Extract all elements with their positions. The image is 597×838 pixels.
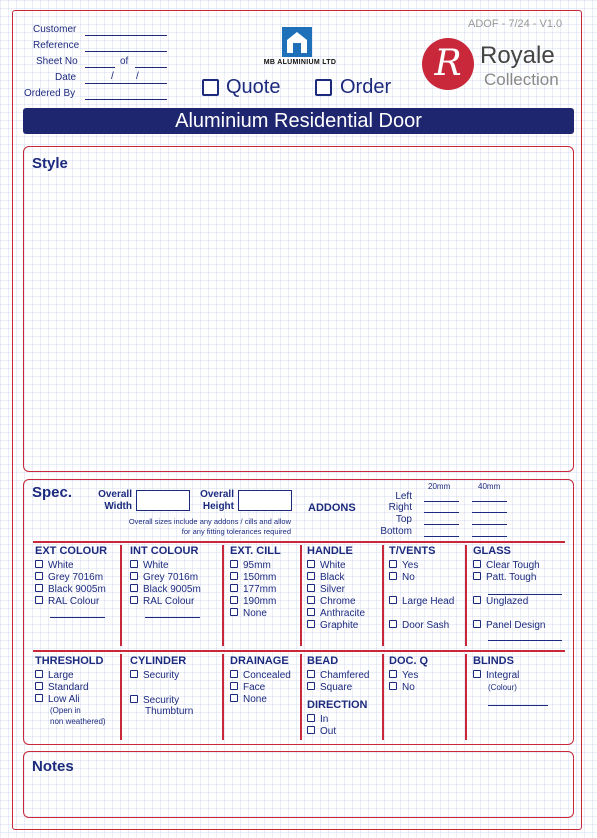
spec-divider-2 (33, 650, 565, 652)
ext-colour-option-grey-7016m[interactable] (35, 572, 103, 584)
date-label: Date (55, 72, 77, 83)
checkbox[interactable] (307, 560, 315, 568)
cylinder-heading: CYLINDER (130, 655, 187, 667)
int-colour-option-ral-colour[interactable] (130, 596, 194, 608)
direction-option-out[interactable] (307, 726, 336, 738)
addon-40mm-header: 40mm (478, 482, 501, 491)
checkbox[interactable] (230, 670, 238, 678)
overall-size-note: Overall sizes include any addons / cills and allow for any fitting tolerances required (128, 517, 291, 536)
checkbox[interactable] (35, 694, 43, 702)
ext-cill-option-none[interactable] (230, 608, 267, 620)
direction-heading: DIRECTION (307, 699, 368, 711)
option-label: Yes (402, 670, 419, 681)
order-label: Order (340, 76, 392, 98)
ext-cill-option-177mm[interactable] (230, 584, 276, 596)
column-divider (382, 545, 384, 646)
blinds-heading: BLINDS (473, 655, 514, 667)
t-vents-heading: T/VENTS (389, 545, 436, 557)
quote-checkbox[interactable] (202, 79, 219, 96)
checkbox[interactable] (389, 682, 397, 690)
addon-right-40mm-field[interactable] (472, 512, 507, 513)
doc-q-heading: DOC. Q (389, 655, 429, 667)
checkbox[interactable] (307, 726, 315, 734)
handle-option-white[interactable] (307, 560, 346, 572)
addon-top-40mm-field[interactable] (472, 524, 507, 525)
option-label: Anthracite (320, 608, 366, 619)
threshold-heading: THRESHOLD (35, 655, 104, 667)
column-divider (300, 654, 302, 740)
blinds-colour-note: (Colour) (488, 683, 517, 692)
checkbox[interactable] (307, 584, 315, 592)
checkbox[interactable] (35, 682, 43, 690)
t-vents-option-door-sash[interactable] (389, 620, 449, 632)
checkbox[interactable] (473, 596, 481, 604)
option-label: Chamfered (320, 670, 370, 681)
handle-option-chrome[interactable] (307, 596, 356, 608)
bead-option-chamfered[interactable] (307, 670, 369, 682)
sheet-no-label: Sheet No (36, 56, 78, 67)
option-label: 150mm (243, 572, 277, 583)
option-label: Chrome (320, 596, 356, 607)
t-vents-option-yes[interactable] (389, 560, 418, 572)
int-colour-heading: INT COLOUR (130, 545, 199, 557)
column-divider (222, 654, 224, 740)
overall-width-label: Overall Width (98, 489, 132, 512)
option-label: Yes (402, 560, 419, 571)
column-divider (382, 654, 384, 740)
option-label: Black 9005m (48, 584, 106, 595)
int-colour-option-grey-7016m[interactable] (130, 572, 198, 584)
ext-cill-option-150mm[interactable] (230, 572, 276, 584)
checkbox[interactable] (307, 572, 315, 580)
glass-option-unglazed[interactable] (473, 596, 528, 608)
checkbox[interactable] (307, 682, 315, 690)
date-field[interactable] (85, 83, 167, 84)
date-separator-2: / (136, 71, 139, 82)
spec-divider-1 (33, 541, 565, 543)
handle-option-anthracite[interactable] (307, 608, 365, 620)
reference-field[interactable] (85, 51, 167, 52)
notes-panel[interactable] (23, 751, 574, 818)
threshold-note: non weathered) (50, 717, 106, 726)
threshold-option-low-ali[interactable] (35, 694, 80, 706)
int-colour-option-black-9005m[interactable] (130, 584, 201, 596)
int-ral-colour-field[interactable] (145, 617, 200, 618)
glass-option-clear-tough[interactable] (473, 560, 540, 572)
ordered-by-label: Ordered By (24, 88, 76, 99)
notes-title: Notes (32, 758, 74, 775)
option-label: Door Sash (402, 620, 450, 631)
addon-20mm-header: 20mm (428, 482, 451, 491)
checkbox[interactable] (389, 670, 397, 678)
threshold-note: (Open in (50, 706, 81, 715)
glass-option-panel-design[interactable] (473, 620, 545, 632)
option-label: None (243, 694, 267, 705)
t-vents-option-large-head[interactable] (389, 596, 454, 608)
drainage-option-concealed[interactable] (230, 670, 291, 682)
option-label: In (320, 714, 329, 725)
int-colour-option-white[interactable] (130, 560, 169, 572)
overall-width-input[interactable] (136, 490, 190, 511)
option-label: No (402, 572, 415, 583)
option-label: Security (143, 695, 180, 706)
option-label: Clear Tough (486, 560, 540, 571)
option-label: White (48, 560, 74, 571)
checkbox[interactable] (230, 608, 238, 616)
panel-design-field[interactable] (488, 640, 562, 641)
option-label: RAL Colour (143, 596, 195, 607)
checkbox[interactable] (473, 560, 481, 568)
option-label: Standard (48, 682, 89, 693)
column-divider (300, 545, 302, 646)
column-divider (120, 545, 122, 646)
option-label: Unglazed (486, 596, 529, 607)
sheet-of-field[interactable] (135, 67, 167, 68)
doc-q-option-no[interactable] (389, 682, 415, 694)
handle-option-silver[interactable] (307, 584, 345, 596)
threshold-option-standard[interactable] (35, 682, 89, 694)
checkbox[interactable] (35, 596, 43, 604)
date-separator-1: / (111, 71, 114, 82)
overall-height-input[interactable] (238, 490, 292, 511)
sheet-no-field[interactable] (85, 67, 115, 68)
style-panel[interactable] (23, 146, 574, 472)
checkbox[interactable] (35, 572, 43, 580)
option-label: Integral (486, 670, 520, 681)
option-label: Silver (320, 584, 346, 595)
option-label: No (402, 682, 415, 693)
column-divider (222, 545, 224, 646)
option-label: 95mm (243, 560, 271, 571)
handle-option-black[interactable] (307, 572, 344, 584)
t-vents-option-no[interactable] (389, 572, 415, 584)
checkbox[interactable] (130, 596, 138, 604)
addon-top-label: Top (395, 514, 412, 525)
option-label: Black (320, 572, 345, 583)
checkbox[interactable] (130, 670, 138, 678)
checkbox[interactable] (230, 560, 238, 568)
addon-right-20mm-field[interactable] (424, 512, 459, 513)
form-title: Aluminium Residential Door (23, 108, 574, 134)
quote-label: Quote (226, 76, 281, 98)
addon-top-20mm-field[interactable] (424, 524, 459, 525)
addon-bottom-20mm-field[interactable] (424, 536, 459, 537)
checkbox[interactable] (389, 620, 397, 628)
option-label: Face (243, 682, 266, 693)
direction-option-in[interactable] (307, 714, 328, 726)
checkbox[interactable] (389, 560, 397, 568)
style-title: Style (32, 155, 68, 172)
blinds-colour-field[interactable] (488, 705, 548, 706)
bead-option-square[interactable] (307, 682, 352, 694)
spec-title: Spec. (32, 484, 73, 501)
ext-cill-option-95mm[interactable] (230, 560, 271, 572)
ext-colour-heading: EXT COLOUR (35, 545, 108, 557)
option-label: White (143, 560, 169, 571)
handle-heading: HANDLE (307, 545, 353, 557)
checkbox[interactable] (473, 620, 481, 628)
checkbox[interactable] (35, 670, 43, 678)
ordered-by-field[interactable] (85, 99, 167, 100)
option-label: 177mm (243, 584, 277, 595)
glass-patt-field[interactable] (488, 594, 562, 595)
company-name: MB ALUMINIUM LTD (263, 59, 337, 66)
bead-heading: BEAD (307, 655, 339, 667)
addons-label: ADDONS (308, 502, 356, 514)
option-label: Large Head (402, 596, 455, 607)
ext-colour-option-white[interactable] (35, 560, 74, 572)
blinds-option-integral[interactable] (473, 670, 519, 682)
checkbox[interactable] (307, 608, 315, 616)
option-label: Concealed (243, 670, 291, 681)
checkbox[interactable] (130, 584, 138, 592)
doc-q-option-yes[interactable] (389, 670, 418, 682)
checkbox[interactable] (230, 596, 238, 604)
checkbox[interactable] (35, 584, 43, 592)
checkbox[interactable] (35, 560, 43, 568)
addon-left-40mm-field[interactable] (472, 501, 507, 502)
order-checkbox[interactable] (315, 79, 332, 96)
column-divider (465, 654, 467, 740)
option-label: Grey 7016m (143, 572, 199, 583)
checkbox[interactable] (389, 596, 397, 604)
checkbox[interactable] (307, 670, 315, 678)
brand-line-1: Royale (480, 42, 555, 69)
drainage-heading: DRAINAGE (230, 655, 289, 667)
checkbox[interactable] (230, 694, 238, 702)
customer-field[interactable] (85, 35, 167, 36)
checkbox[interactable] (130, 560, 138, 568)
ext-cill-option-190mm[interactable] (230, 596, 276, 608)
house-logo-icon (282, 27, 312, 57)
option-label: Square (320, 682, 353, 693)
checkbox[interactable] (473, 572, 481, 580)
drainage-option-face[interactable] (230, 682, 265, 694)
option-label: RAL Colour (48, 596, 100, 607)
ext-colour-option-black-9005m[interactable] (35, 584, 106, 596)
ext-colour-option-ral-colour[interactable] (35, 596, 99, 608)
addon-right-label: Right (388, 502, 412, 513)
ext-ral-colour-field[interactable] (50, 617, 105, 618)
option-label: Patt. Tough (486, 572, 537, 583)
checkbox[interactable] (230, 584, 238, 592)
checkbox[interactable] (307, 714, 315, 722)
cylinder-thumbturn-label: Thumbturn (145, 706, 194, 717)
addon-bottom-label: Bottom (380, 526, 412, 537)
option-label: Low Ali (48, 694, 80, 705)
sheet-of-label: of (120, 56, 129, 67)
addon-bottom-40mm-field[interactable] (472, 536, 507, 537)
threshold-option-large[interactable] (35, 670, 74, 682)
column-divider (120, 654, 122, 740)
drainage-option-none[interactable] (230, 694, 267, 706)
royale-logo-icon: R (422, 38, 474, 90)
addon-left-20mm-field[interactable] (424, 501, 459, 502)
customer-label: Customer (33, 24, 77, 35)
checkbox[interactable] (307, 620, 315, 628)
glass-option-patt-tough[interactable] (473, 572, 536, 584)
option-label: Panel Design (486, 620, 546, 631)
checkbox[interactable] (230, 572, 238, 580)
option-label: White (320, 560, 346, 571)
option-label: Security (143, 670, 180, 681)
ext-cill-heading: EXT. CILL (230, 545, 281, 557)
checkbox[interactable] (389, 572, 397, 580)
column-divider (465, 545, 467, 646)
option-label: Black 9005m (143, 584, 201, 595)
form-code: ADOF - 7/24 - V1.0 (468, 18, 563, 30)
brand-line-2: Collection (484, 70, 559, 89)
option-label: Graphite (320, 620, 359, 631)
glass-heading: GLASS (473, 545, 511, 557)
checkbox[interactable] (307, 596, 315, 604)
checkbox[interactable] (130, 695, 138, 703)
option-label: 190mm (243, 596, 277, 607)
option-label: None (243, 608, 267, 619)
reference-label: Reference (33, 40, 80, 51)
addon-left-label: Left (395, 491, 412, 502)
checkbox[interactable] (473, 670, 481, 678)
handle-option-graphite[interactable] (307, 620, 358, 632)
option-label: Out (320, 726, 337, 737)
checkbox[interactable] (130, 572, 138, 580)
option-label: Grey 7016m (48, 572, 104, 583)
checkbox[interactable] (230, 682, 238, 690)
option-label: Large (48, 670, 74, 681)
cylinder-option-security-0[interactable] (130, 670, 179, 682)
overall-height-label: Overall Height (200, 489, 234, 512)
